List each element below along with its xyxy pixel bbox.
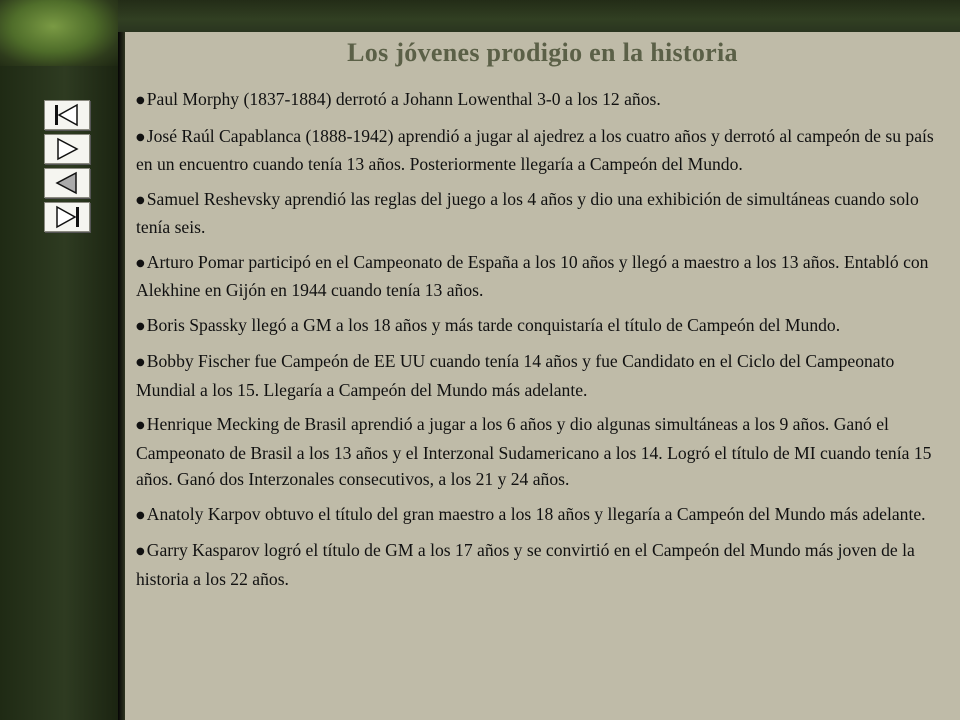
list-item: ● José Raúl Capablanca (1888-1942) aprendió a jugar al ajedrez a los cuatro años y derrotó al campeón de su país en un encuentro cuando tenía 13 años. Posteriormente llegaría a Campeón del Mundo. (136, 125, 934, 174)
content-divider (118, 32, 125, 720)
bullet-icon: ● (136, 509, 145, 521)
last-slide-button[interactable] (44, 202, 90, 232)
first-slide-icon (45, 101, 89, 129)
list-item: ● Arturo Pomar participó en el Campeonato de España a los 10 años y llegó a maestro a los 13 años. Entabló con Alekhine en Gijón en 1944 cuando tenía 13 años. (136, 251, 929, 300)
first-slide-button[interactable] (44, 100, 90, 130)
previous-slide-icon (45, 169, 89, 197)
last-slide-icon (45, 203, 89, 231)
leaf-decoration (0, 0, 118, 66)
list-item: ● Anatoly Karpov obtuvo el título del gran maestro a los 18 años y llegaría a Campeón del Mundo más adelante. (136, 503, 926, 524)
bullet-icon: ● (136, 420, 145, 431)
slide-title: Los jóvenes prodigio en la historia (347, 38, 738, 67)
bullet-icon: ● (136, 95, 145, 106)
list-item: ● Garry Kasparov logró el título de GM a los 17 años y se convirtió en el Campeón del Mundo más joven de la historia a los 22 años. (136, 540, 915, 589)
bullet-icon: ● (136, 320, 145, 332)
previous-slide-button[interactable] (44, 168, 90, 198)
list-item: ● Samuel Reshevsky aprendió las reglas del juego a los 4 años y dio una exhibición de simultáneas cuando solo tenía seis. (136, 188, 919, 237)
list-item: ● Henrique Mecking de Brasil aprendió a jugar a los 6 años y dio algunas simultáneas a los 9 años. Ganó el Campeonato de Brasil a los 13 años y el Interzonal Sudamericano a los 14. Logró el título de MI cuando tenía 15 años. Ganó dos Interzonales consecutivos, a los 21 y 24 años. (136, 414, 932, 489)
bullet-icon: ● (136, 546, 145, 557)
next-slide-icon (45, 135, 89, 163)
bullet-icon: ● (136, 194, 145, 206)
bullet-list (136, 86, 946, 600)
slide-navigation (44, 100, 90, 236)
bullet-icon: ● (136, 131, 145, 143)
top-decor-strip (118, 0, 960, 32)
list-item: ● Paul Morphy (1837-1884) derrotó a Johann Lowenthal 3-0 a los 12 años. (136, 89, 661, 109)
bullet-icon: ● (136, 357, 145, 368)
list-item: ● Bobby Fischer fue Campeón de EE UU cuando tenía 14 años y fue Candidato en el Ciclo del Campeonato Mundial a los 15. Llegaría a Campeón del Mundo más adelante. (136, 351, 895, 400)
bullet-icon: ● (136, 257, 145, 269)
next-slide-button[interactable] (44, 134, 90, 164)
list-item: ● Boris Spassky llegó a GM a los 18 años y más tarde conquistaría el título de Campeón del Mundo. (136, 314, 841, 335)
